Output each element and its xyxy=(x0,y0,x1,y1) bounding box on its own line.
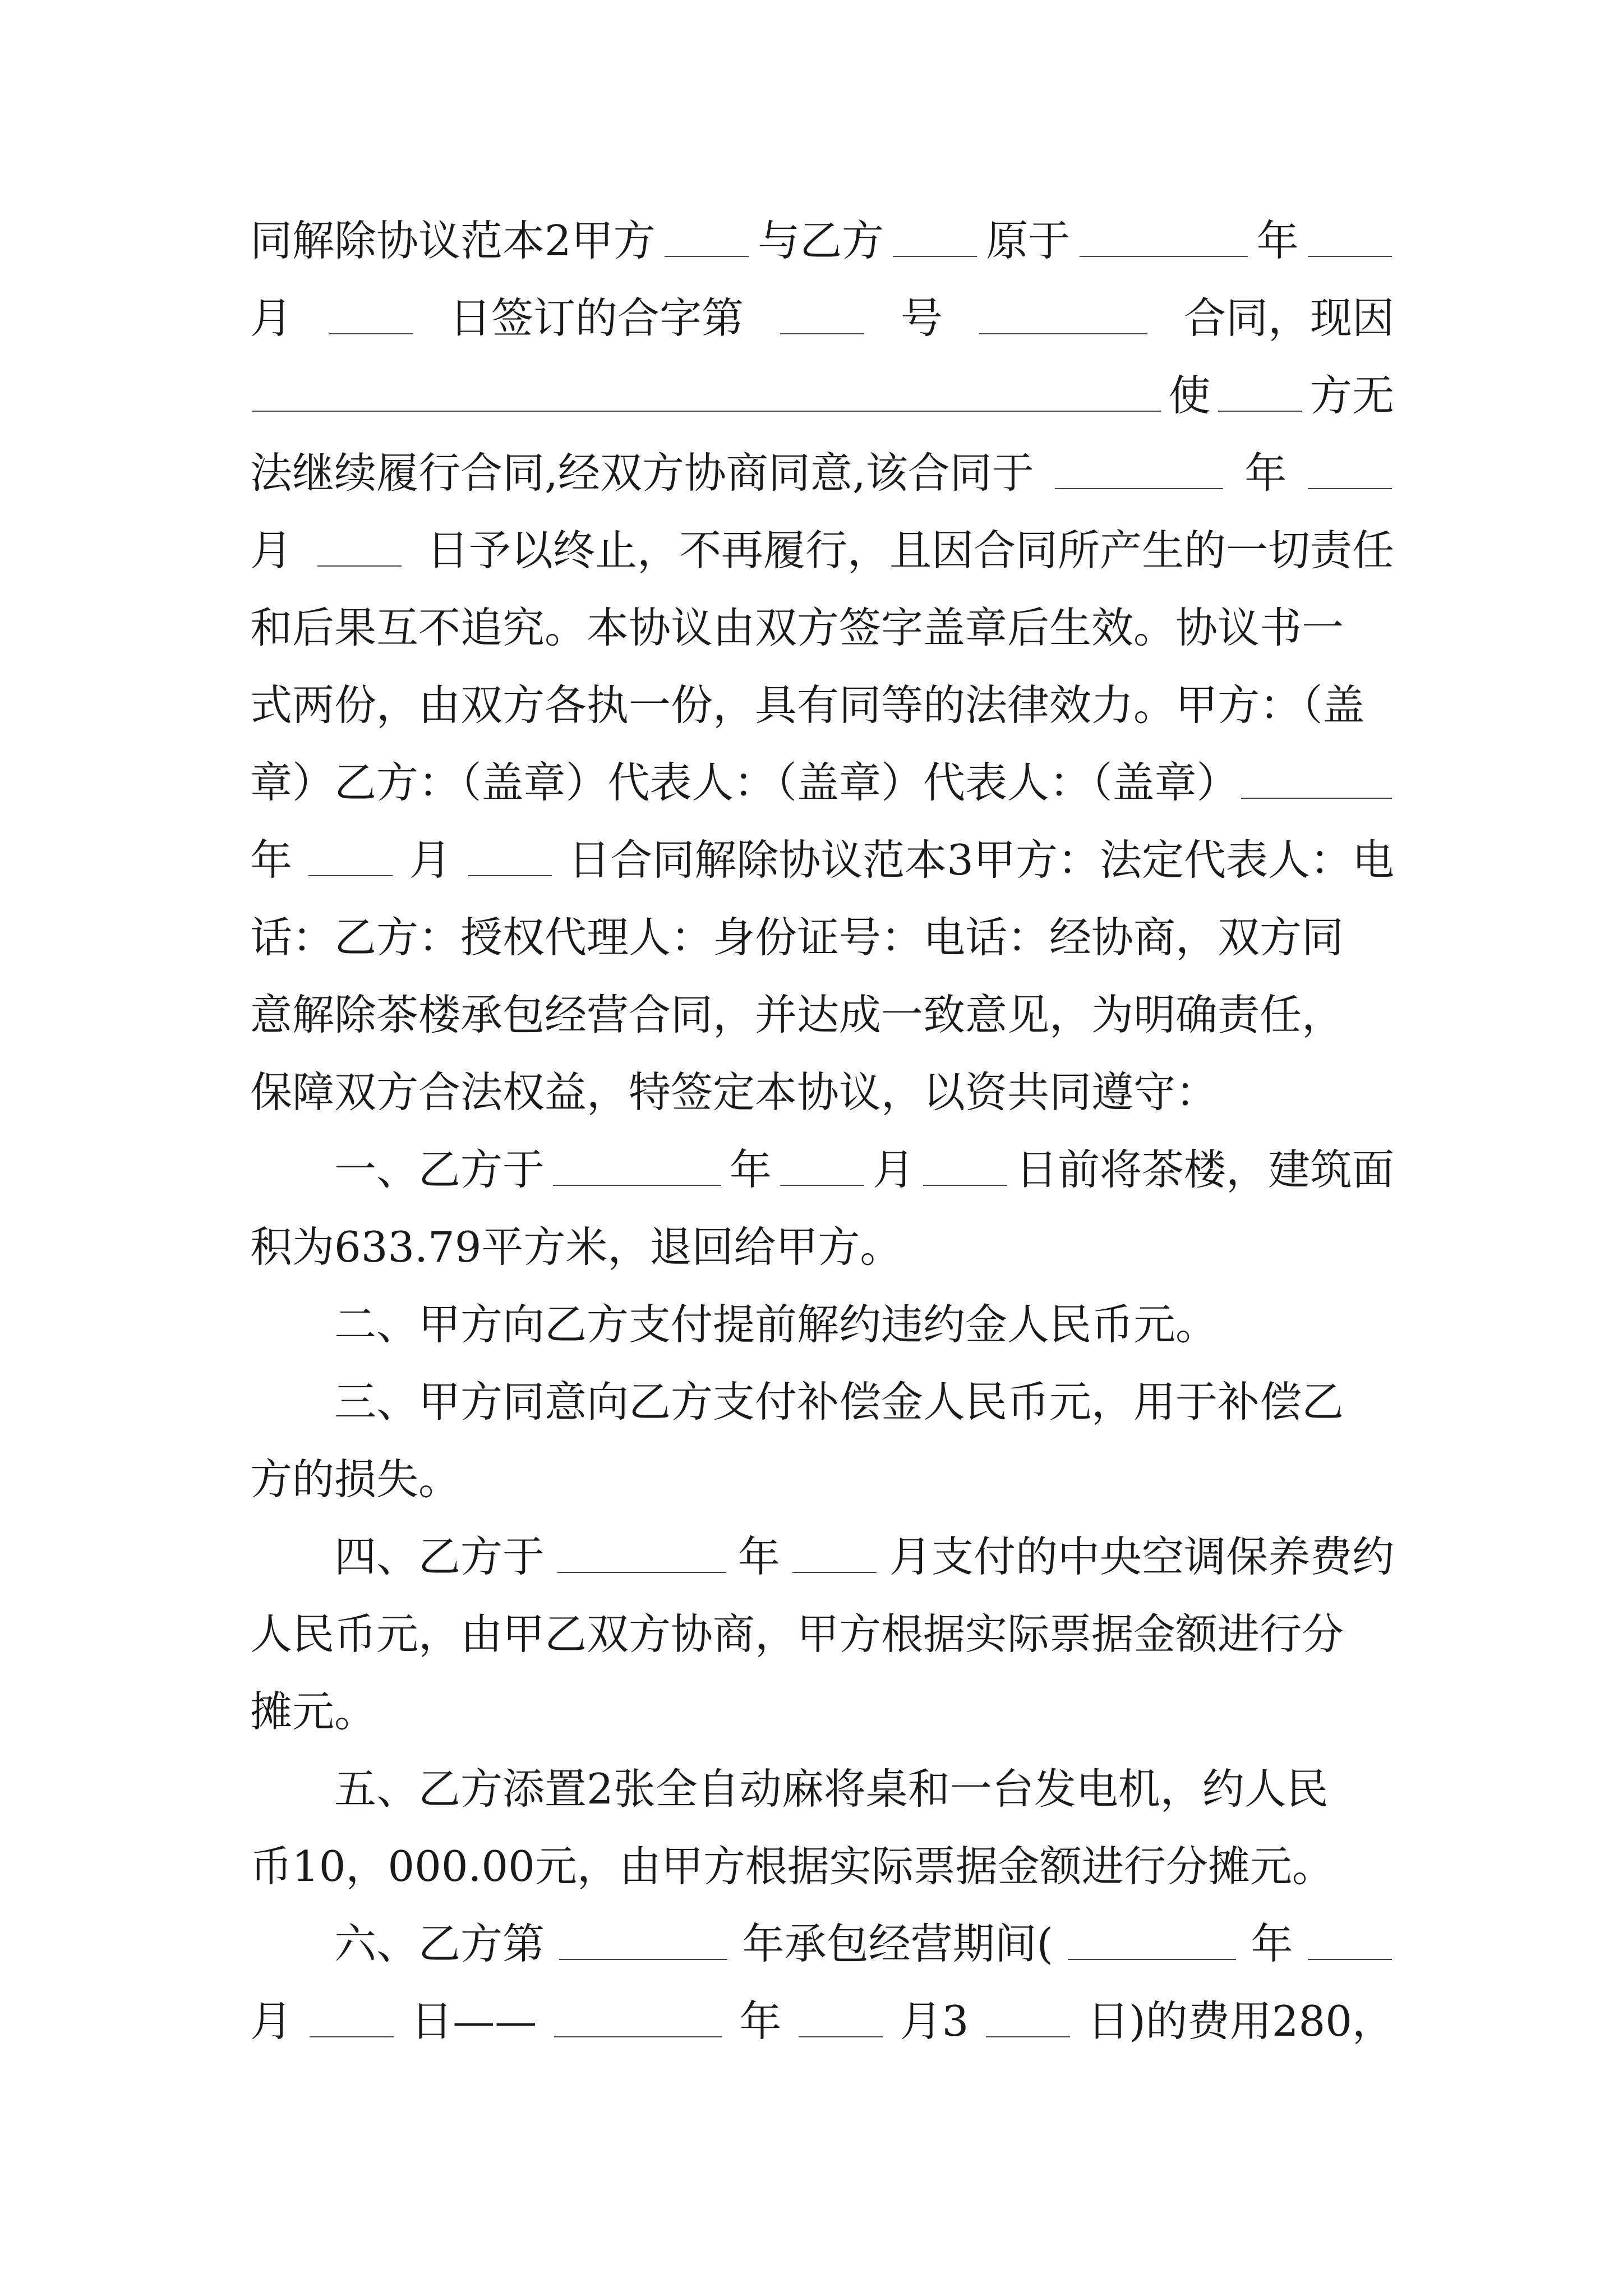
text-segment: 三、甲方同意向乙方支付补偿金人民币元，用于补偿乙 xyxy=(334,1377,1344,1427)
text-segment: 日)的费用280， xyxy=(1087,1996,1394,2046)
text-line xyxy=(250,1982,1394,2060)
text-line xyxy=(250,1208,1394,1286)
text-segment: 方无 xyxy=(1310,371,1394,420)
text-segment: 月 xyxy=(409,835,451,885)
text-segment: 日前将茶楼，建筑面 xyxy=(1015,1145,1394,1194)
text-segment: 日—— xyxy=(411,1996,537,2046)
fill-in-blank xyxy=(799,2036,883,2037)
fill-in-blank xyxy=(252,411,1161,412)
text-segment: 年 xyxy=(1256,216,1299,265)
fill-in-blank xyxy=(1080,256,1248,257)
text-segment: 月3 xyxy=(900,1996,969,2046)
fill-in-blank xyxy=(308,875,393,876)
text-segment: 四、乙方于 xyxy=(334,1532,545,1581)
text-segment: 月 xyxy=(250,526,293,575)
fill-in-blank xyxy=(329,333,413,334)
text-segment: 合同，现因 xyxy=(1183,293,1394,343)
text-line xyxy=(250,1131,1394,1208)
fill-in-blank xyxy=(1308,256,1392,257)
fill-in-blank xyxy=(468,875,552,876)
text-line xyxy=(250,1286,1394,1363)
text-segment: 与乙方 xyxy=(758,216,884,265)
text-segment: 月 xyxy=(872,1145,915,1194)
text-segment: 日予以终止，不再履行，且因合同所产生的一切责任 xyxy=(426,526,1394,575)
text-segment: 年 xyxy=(737,1532,780,1581)
fill-in-blank xyxy=(1308,1959,1392,1960)
fill-in-blank xyxy=(1068,1959,1236,1960)
fill-in-blank xyxy=(317,565,402,567)
text-line xyxy=(250,821,1394,899)
text-segment: 保障双方合法权益，特签定本协议，以资共同遵守： xyxy=(250,1068,1218,1117)
text-line xyxy=(250,1053,1394,1131)
text-segment: 人民币元，由甲乙双方协商，甲方根据实际票据金额进行分 xyxy=(250,1609,1344,1659)
fill-in-blank xyxy=(780,1185,864,1186)
text-line xyxy=(250,1363,1394,1441)
text-segment: 月 xyxy=(250,1996,293,2046)
text-line xyxy=(250,899,1394,976)
text-segment: 二、甲方向乙方支付提前解约违约金人民币元。 xyxy=(334,1300,1218,1349)
text-line xyxy=(250,279,1394,357)
text-segment: 年 xyxy=(250,835,293,885)
text-line xyxy=(250,1750,1394,1828)
text-line xyxy=(250,1905,1394,1982)
text-segment: 使 xyxy=(1168,371,1211,420)
text-segment: 和后果互不追究。本协议由双方签字盖章后生效。协议书一 xyxy=(250,603,1344,652)
text-segment: 方的损失。 xyxy=(250,1455,461,1504)
text-segment: 年 xyxy=(1251,1919,1293,1968)
text-line xyxy=(250,1441,1394,1518)
text-segment: 话：乙方：授权代理人：身份证号：电话：经协商，双方同 xyxy=(250,913,1344,962)
text-segment: 式两份，由双方各执一份，具有同等的法律效力。甲方：（盖 xyxy=(250,680,1365,730)
text-line xyxy=(250,1595,1394,1673)
fill-in-blank xyxy=(554,2036,722,2037)
text-segment: 五、乙方添置2张全自动麻将桌和一台发电机，约人民 xyxy=(334,1764,1329,1814)
fill-in-blank xyxy=(665,256,749,257)
fill-in-blank xyxy=(780,333,864,334)
text-segment: 号 xyxy=(900,293,943,343)
fill-in-blank xyxy=(792,1572,877,1573)
fill-in-blank xyxy=(1241,798,1392,799)
text-segment: 年 xyxy=(729,1145,772,1194)
text-line xyxy=(250,1828,1394,1905)
fill-in-blank xyxy=(986,2036,1070,2037)
text-segment: 积为633.79平方米，退回给甲方。 xyxy=(250,1222,902,1272)
text-segment: 一、乙方于 xyxy=(334,1145,545,1194)
text-segment: 月 xyxy=(250,293,293,343)
text-segment: 意解除茶楼承包经营合同，并达成一致意见，为明确责任， xyxy=(250,990,1344,1039)
text-segment: 日签订的合字第 xyxy=(449,293,744,343)
text-segment: 六、乙方第 xyxy=(334,1919,545,1968)
fill-in-blank xyxy=(553,1185,721,1186)
text-line xyxy=(250,202,1394,279)
text-segment: 年承包经营期间( xyxy=(742,1919,1053,1968)
text-line xyxy=(250,357,1394,434)
text-segment: 章）乙方：（盖章）代表人：（盖章）代表人：（盖章） xyxy=(250,758,1239,807)
text-line xyxy=(250,512,1394,589)
text-line xyxy=(250,434,1394,512)
fill-in-blank xyxy=(979,333,1147,334)
text-segment: 法继续履行合同,经双方协商同意,该合同于 xyxy=(250,448,1034,498)
text-segment: 同解除协议范本2甲方 xyxy=(250,216,656,265)
fill-in-blank xyxy=(559,1959,727,1960)
text-line xyxy=(250,976,1394,1053)
document-body xyxy=(250,202,1394,2060)
text-segment: 原于 xyxy=(986,216,1071,265)
fill-in-blank xyxy=(1218,411,1302,412)
text-segment: 摊元。 xyxy=(250,1687,377,1736)
fill-in-blank xyxy=(557,1572,726,1573)
text-line xyxy=(250,744,1394,821)
text-segment: 日合同解除协议范本3甲方：法定代表人：电 xyxy=(568,835,1394,885)
text-segment: 年 xyxy=(1244,448,1287,498)
fill-in-blank xyxy=(923,1185,1007,1186)
text-segment: 年 xyxy=(739,1996,782,2046)
text-line xyxy=(250,1673,1394,1750)
fill-in-blank xyxy=(893,256,977,257)
fill-in-blank xyxy=(1055,488,1223,489)
text-segment: 币10，000.00元，由甲方根据实际票据金额进行分摊元。 xyxy=(250,1842,1334,1891)
fill-in-blank xyxy=(310,2036,394,2037)
text-line xyxy=(250,666,1394,744)
text-line xyxy=(250,1518,1394,1595)
text-line xyxy=(250,589,1394,666)
fill-in-blank xyxy=(1308,488,1392,489)
text-segment: 月支付的中央空调保养费约 xyxy=(889,1532,1394,1581)
